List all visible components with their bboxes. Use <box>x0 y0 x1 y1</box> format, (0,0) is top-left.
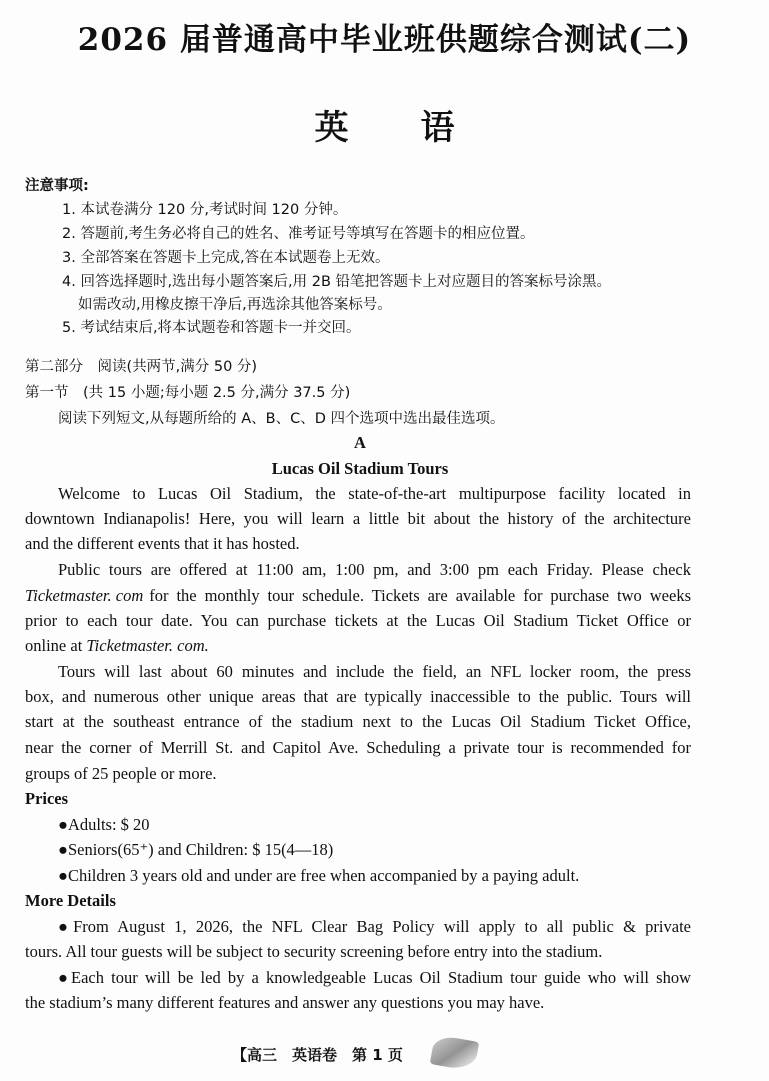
details-heading: More Details <box>25 891 116 910</box>
page-curl-decoration <box>430 1034 480 1071</box>
price-item: ●Children 3 years old and under are free when accompanied by a paying adult. <box>58 866 580 885</box>
notice-item: 1. 本试卷满分 120 分,考试时间 120 分钟。 <box>62 202 348 218</box>
exam-title: 2026 届普通高中毕业班供题综合测试(二) <box>77 22 692 58</box>
notice-item: 如需改动,用橡皮擦干净后,再选涂其他答案标号。 <box>78 297 392 313</box>
detail-line: ●Each tour will be led by a knowledgeable Lucas Oil Stadium tour guide who will show <box>58 968 691 987</box>
passage-title: Lucas Oil Stadium Tours <box>271 459 449 478</box>
paragraph-line: box, and numerous other unique areas that are typically inaccessible to the public. Tours will <box>25 687 691 706</box>
passage-letter: A <box>354 433 366 452</box>
notice-heading: 注意事项: <box>25 178 89 194</box>
page-footer: 【高三 英语卷 第 1 页 <box>232 1046 403 1064</box>
subject-char: 英 <box>314 108 349 148</box>
text: online at <box>25 636 83 655</box>
subject-title <box>0 100 769 149</box>
paragraph-line: near the corner of Merrill St. and Capitol Ave. Scheduling a private tour is recommended for <box>25 738 691 757</box>
paragraph-line: Public tours are offered at 11:00 am, 1:00 pm, and 3:00 pm each Friday. Please check <box>58 560 691 579</box>
price-item: ●Adults: $ 20 <box>58 815 150 834</box>
part-heading: 第二部分 阅读(共两节,满分 50 分) <box>25 359 258 375</box>
paragraph-line: prior to each tour date. You can purchase tickets at the Lucas Oil Stadium Ticket Office or <box>25 611 691 630</box>
paragraph-line <box>25 636 209 656</box>
notice-item: 3. 全部答案在答题卡上完成,答在本试题卷上无效。 <box>62 250 390 266</box>
section-heading: 第一节 (共 15 小题;每小题 2.5 分,满分 37.5 分) <box>25 385 351 401</box>
link-text: Ticketmaster. com. <box>86 636 209 655</box>
prices-heading: Prices <box>25 789 69 808</box>
paragraph-line: groups of 25 people or more. <box>25 764 217 783</box>
paragraph-line: Tours will last about 60 minutes and include the field, an NFL locker room, the press <box>58 662 691 681</box>
detail-line: tours. All tour guests will be subject to security screening before entry into the stadium. <box>25 942 603 961</box>
text: for the monthly tour schedule. Tickets are available for purchase two weeks <box>149 586 691 605</box>
paragraph-line: and the different events that it has hosted. <box>25 534 300 553</box>
paragraph-line: Welcome to Lucas Oil Stadium, the state-of-the-art multipurpose facility located in <box>58 484 691 503</box>
detail-line: the stadium’s many different features and answer any questions you may have. <box>25 993 545 1012</box>
detail-line: ●From August 1, 2026, the NFL Clear Bag Policy will apply to all public & private <box>58 917 691 936</box>
subject-char: 语 <box>420 108 455 148</box>
notice-item: 2. 答题前,考生务必将自己的姓名、准考证号等填写在答题卡的相应位置。 <box>62 226 535 242</box>
paragraph-line: downtown Indianapolis! Here, you will learn a little bit about the history of the architecture <box>25 509 691 528</box>
paragraph-line <box>25 586 691 606</box>
notice-item: 4. 回答选择题时,选出每小题答案后,用 2B 铅笔把答题卡上对应题目的答案标号涂黑。 <box>62 274 612 290</box>
price-item: ●Seniors(65⁺) and Children: $ 15(4—18) <box>58 840 334 859</box>
instruction: 阅读下列短文,从每题所给的 A、B、C、D 四个选项中选出最佳选项。 <box>58 411 505 427</box>
link-text: Ticketmaster. com <box>25 586 144 605</box>
paragraph-line: start at the southeast entrance of the stadium next to the Lucas Oil Stadium Ticket Office, <box>25 712 691 731</box>
notice-item: 5. 考试结束后,将本试题卷和答题卡一并交回。 <box>62 320 361 336</box>
